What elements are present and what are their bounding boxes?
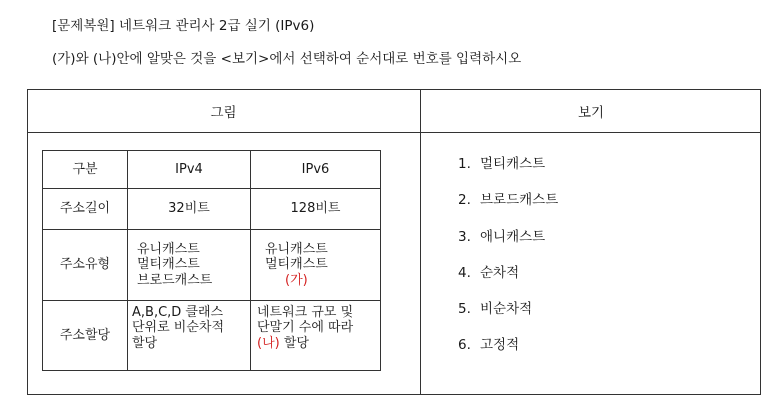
blank-ga-marker: (가) <box>285 272 308 288</box>
header-cell-category: 구분 <box>43 151 128 189</box>
question-instruction: (가)와 (나)안에 알맞은 것을 <보기>에서 선택하여 순서대로 번호를 입력하시오 <box>52 51 522 67</box>
ipv6-type-item: 멀티캐스트 <box>265 257 328 273</box>
option-label: 비순차적 <box>480 301 533 317</box>
option-label: 애니캐스트 <box>480 229 546 245</box>
option-number: 2. <box>458 192 471 208</box>
option-number: 1. <box>458 156 471 172</box>
option-label: 고정적 <box>480 337 520 353</box>
row-label: 주소유형 <box>43 230 128 301</box>
option-item <box>458 188 558 208</box>
ipv6-allocation-line: 네트워크 규모 및 <box>257 305 354 320</box>
figure-column-header: 그림 <box>210 105 237 121</box>
ipv4-allocation-line: 단위로 비순차적 <box>132 320 225 336</box>
option-number: 4. <box>458 265 471 281</box>
ipv4-allocation <box>128 301 251 371</box>
row-label: 주소길이 <box>43 189 128 230</box>
ipv4-address-length: 32비트 <box>128 189 251 230</box>
column-divider <box>420 89 421 395</box>
option-number: 5. <box>458 301 471 317</box>
table-row <box>43 189 381 230</box>
ipv4-type-item: 멀티캐스트 <box>137 257 200 273</box>
option-item <box>458 333 519 353</box>
blank-na-marker: (나) <box>257 335 280 351</box>
ipv4-address-types <box>128 230 251 301</box>
ipv6-address-types <box>251 230 381 301</box>
option-item <box>458 152 545 172</box>
page-title: [문제복원] 네트워크 관리사 2급 실기 (IPv6) <box>52 18 315 34</box>
header-cell-ipv4: IPv4 <box>128 151 251 189</box>
ip-comparison-table <box>42 150 381 371</box>
row-label: 주소할당 <box>43 301 128 371</box>
ipv4-type-item: 브로드캐스트 <box>137 272 213 288</box>
allocation-tail: 할당 <box>279 335 309 351</box>
ipv4-type-item: 유니캐스트 <box>137 242 200 257</box>
ipv6-type-item: 유니캐스트 <box>265 242 328 257</box>
ipv6-allocation-line <box>257 336 380 351</box>
ipv4-allocation-line: 할당 <box>132 335 158 351</box>
ipv4-allocation-line: A,B,C,D 클래스 <box>132 305 224 320</box>
ipv6-address-length: 128비트 <box>251 189 381 230</box>
option-number: 3. <box>458 229 471 245</box>
ipv6-allocation <box>251 301 381 371</box>
option-number: 6. <box>458 337 471 353</box>
option-label: 브로드캐스트 <box>480 192 559 208</box>
table-row <box>43 230 381 301</box>
ipv6-allocation-line: 단말기 수에 따라 <box>257 320 354 336</box>
option-item <box>458 261 519 281</box>
option-label: 순차적 <box>480 265 520 281</box>
options-column-header: 보기 <box>577 105 605 121</box>
option-item <box>458 297 532 317</box>
header-cell-ipv6: IPv6 <box>251 151 381 189</box>
header-divider <box>27 132 761 133</box>
table-row <box>43 301 381 371</box>
option-item <box>458 225 545 245</box>
table-header-row <box>43 151 381 189</box>
option-label: 멀티캐스트 <box>480 156 546 172</box>
